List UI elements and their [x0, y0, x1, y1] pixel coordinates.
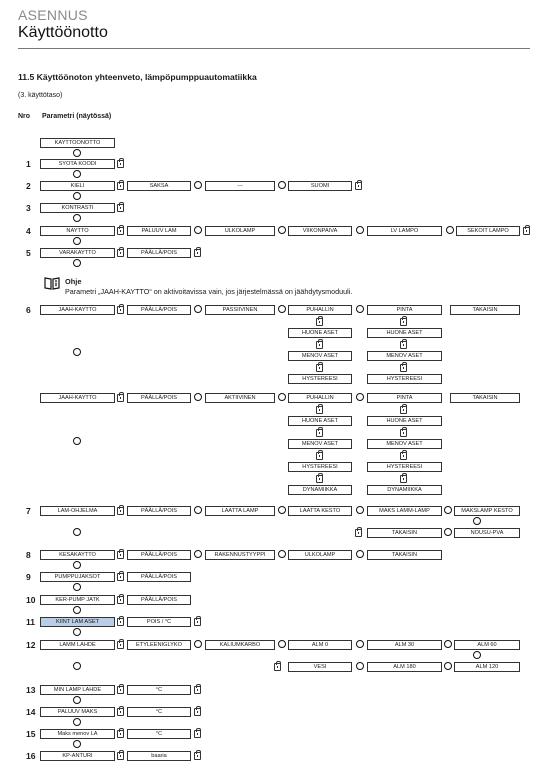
book-icon	[316, 475, 323, 483]
param-box-highlighted: KIINT LAM ASET	[40, 617, 115, 627]
value-box: ULKOLAMP	[205, 226, 275, 236]
knob-icon	[73, 259, 81, 267]
knob-icon	[194, 226, 202, 234]
knob-icon	[278, 506, 286, 514]
value-box: baaria	[127, 751, 191, 761]
sub-param-box: HUONE ASET	[367, 416, 442, 426]
value-box: VESI	[288, 662, 352, 672]
book-icon	[117, 227, 124, 235]
value-box: PÄÄLLÄ/POIS	[127, 595, 191, 605]
knob-icon	[278, 181, 286, 189]
value-box: PASSIIVINEN	[205, 305, 275, 315]
row-number: 10	[26, 595, 36, 605]
row-number: 2	[26, 181, 31, 191]
value-box: °C	[127, 729, 191, 739]
section-header: ASENNUS	[18, 7, 88, 23]
param-box: KONTRASTI	[40, 203, 115, 213]
book-icon	[117, 306, 124, 314]
row-number: 15	[26, 729, 36, 739]
row-number: 16	[26, 751, 36, 761]
value-box: MAKS LAMM-LAMP	[367, 506, 442, 516]
value-box: SEKOIT LAMPO	[456, 226, 520, 236]
value-box: ETYLEENIGLYKO	[127, 640, 191, 650]
row-number: 11	[26, 617, 35, 627]
value-box: LV LAMPO	[367, 226, 442, 236]
knob-icon	[73, 437, 81, 445]
row-number: 3	[26, 203, 31, 213]
book-icon	[117, 686, 124, 694]
knob-icon	[356, 305, 364, 313]
param-box: PUMPPUJAKSOT	[40, 572, 115, 582]
value-box: ALM 0	[288, 640, 352, 650]
sub-param-box: HYSTEREESI	[288, 462, 352, 472]
value-box: AKTIIVINEN	[205, 393, 275, 403]
value-box: PÄÄLLÄ/POIS	[127, 550, 191, 560]
param-box: LAM-OHJELMA	[40, 506, 115, 516]
sub-param-box: PINTA	[367, 393, 442, 403]
knob-icon	[278, 305, 286, 313]
row-number: 5	[26, 248, 31, 258]
column-header-nro: Nro	[18, 113, 31, 120]
value-box: LAATTA LAMP	[205, 506, 275, 516]
param-box: LAMM LAHDE	[40, 640, 115, 650]
value-box: ALM 120	[454, 662, 520, 672]
book-icon	[117, 730, 124, 738]
book-icon	[194, 249, 201, 257]
book-icon	[117, 752, 124, 760]
book-icon	[117, 394, 124, 402]
param-box: Maks menov LA	[40, 729, 115, 739]
knob-icon	[194, 640, 202, 648]
knob-icon	[278, 393, 286, 401]
value-box: MAKSLAMP KESTO	[454, 506, 520, 516]
book-icon	[316, 429, 323, 437]
knob-icon	[356, 226, 364, 234]
value-box: ---	[205, 181, 275, 191]
knob-icon	[356, 393, 364, 401]
book-icon	[316, 341, 323, 349]
knob-icon	[473, 517, 481, 525]
knob-icon	[73, 348, 81, 356]
knob-icon	[73, 149, 81, 157]
knob-icon	[278, 226, 286, 234]
row-number: 1	[26, 159, 31, 169]
value-box: ALM 180	[367, 662, 442, 672]
knob-icon	[73, 662, 81, 670]
row-number: 6	[26, 305, 31, 315]
row-number: 7	[26, 506, 31, 516]
value-box: NOUSU-PVA	[454, 528, 520, 538]
knob-icon	[194, 181, 202, 189]
book-icon	[316, 318, 323, 326]
value-box: °C	[127, 685, 191, 695]
book-icon	[117, 596, 124, 604]
knob-icon	[194, 305, 202, 313]
row-number: 8	[26, 550, 31, 560]
column-header-parameter: Parametri (näytössä)	[42, 113, 112, 120]
value-box: TAKAISIN	[450, 305, 520, 315]
row-number: 4	[26, 226, 31, 236]
knob-icon	[73, 192, 81, 200]
param-box: KER-PUMP JATK	[40, 595, 115, 605]
knob-icon	[356, 640, 364, 648]
sub-param-box: HUONE ASET	[288, 328, 352, 338]
book-icon	[400, 318, 407, 326]
value-box: PÄÄLLÄ/POIS	[127, 305, 191, 315]
value-box: ALM 60	[454, 640, 520, 650]
book-icon	[274, 663, 281, 671]
knob-icon	[73, 606, 81, 614]
sub-param-box: DYNAMIIKKA	[288, 485, 352, 495]
param-box: PALUUV MAKS	[40, 707, 115, 717]
knob-icon	[444, 640, 452, 648]
note-text: Parametri „JAAH-KAYTTO“ on aktivoitavissa vain, jos järjestelmässä on jäähdytysmoduuli.	[65, 287, 353, 296]
book-icon	[400, 406, 407, 414]
book-icon	[400, 429, 407, 437]
book-icon	[194, 752, 201, 760]
book-icon	[400, 364, 407, 372]
page-title: Käyttöönotto	[18, 24, 108, 41]
value-box: PÄÄLLÄ/POIS	[127, 248, 191, 258]
param-box: JAAH-KAYTTO	[40, 393, 115, 403]
knob-icon	[444, 528, 452, 536]
book-icon	[117, 573, 124, 581]
sub-param-box: PUHALLIN	[288, 305, 352, 315]
book-icon	[523, 227, 530, 235]
knob-icon	[73, 170, 81, 178]
knob-icon	[73, 214, 81, 222]
value-box: PÄÄLLÄ/POIS	[127, 506, 191, 516]
knob-icon	[73, 628, 81, 636]
param-box: NAYTTO	[40, 226, 115, 236]
value-box: °C	[127, 707, 191, 717]
value-box: TAKAISIN	[450, 393, 520, 403]
knob-icon	[356, 506, 364, 514]
row-number: 13	[26, 685, 36, 695]
book-icon	[117, 708, 124, 716]
book-icon	[117, 182, 124, 190]
knob-icon	[73, 237, 81, 245]
book-icon	[194, 686, 201, 694]
book-icon	[194, 730, 201, 738]
knob-icon	[73, 583, 81, 591]
knob-icon	[356, 662, 364, 670]
book-icon	[400, 475, 407, 483]
operating-level: (3. käyttötaso)	[18, 92, 63, 99]
book-icon	[194, 708, 201, 716]
value-box: PÄÄLLÄ/POIS	[127, 393, 191, 403]
sub-param-box: MENOV ASET	[288, 351, 352, 361]
note-title: Ohje	[65, 277, 82, 286]
value-box: POIS / °C	[127, 617, 191, 627]
param-box: KESAKAYTTO	[40, 550, 115, 560]
book-icon	[316, 364, 323, 372]
book-icon	[117, 160, 124, 168]
sub-param-box: DYNAMIIKKA	[367, 485, 442, 495]
row-number: 9	[26, 572, 31, 582]
param-box: MIN LAMP LAHDE	[40, 685, 115, 695]
knob-icon	[73, 528, 81, 536]
param-box: KIELI	[40, 181, 115, 191]
knob-icon	[446, 226, 454, 234]
book-icon	[117, 618, 124, 626]
value-box: SAKSA	[127, 181, 191, 191]
value-box: PÄÄLLÄ/POIS	[127, 572, 191, 582]
knob-icon	[73, 696, 81, 704]
subsection-title: 11.5 Käyttöönoton yhteenveto, lämpöpumppuautomatiikka	[18, 72, 257, 82]
value-box: TAKAISIN	[367, 550, 442, 560]
row-number: 12	[26, 640, 36, 650]
knob-icon	[194, 393, 202, 401]
knob-icon	[194, 506, 202, 514]
book-icon	[316, 406, 323, 414]
sub-param-box: HYSTEREESI	[288, 374, 352, 384]
knob-icon	[356, 550, 364, 558]
book-icon	[117, 551, 124, 559]
param-box: JAAH-KAYTTO	[40, 305, 115, 315]
knob-icon	[278, 640, 286, 648]
knob-icon	[444, 506, 452, 514]
sub-param-box: MENOV ASET	[367, 351, 442, 361]
sub-param-box: PUHALLIN	[288, 393, 352, 403]
knob-icon	[73, 561, 81, 569]
book-icon	[117, 641, 124, 649]
sub-param-box: HUONE ASET	[288, 416, 352, 426]
book-icon	[117, 204, 124, 212]
knob-icon	[473, 651, 481, 659]
knob-icon	[278, 550, 286, 558]
param-box: VARAKAYTTO	[40, 248, 115, 258]
value-box: ALM 30	[367, 640, 442, 650]
book-icon	[316, 452, 323, 460]
sub-param-box: HYSTEREESI	[367, 374, 442, 384]
info-book-icon	[44, 276, 60, 290]
value-box: RAKENNUSTYYPPI	[205, 550, 275, 560]
value-box: LAATTA KESTO	[288, 506, 352, 516]
book-icon	[355, 182, 362, 190]
knob-icon	[444, 662, 452, 670]
book-icon	[400, 341, 407, 349]
sub-param-box: HUONE ASET	[367, 328, 442, 338]
book-icon	[117, 507, 124, 515]
sub-param-box: PINTA	[367, 305, 442, 315]
sub-param-box: MENOV ASET	[288, 439, 352, 449]
sub-param-box: HYSTEREESI	[367, 462, 442, 472]
value-box: VIIKONPAIVA	[288, 226, 352, 236]
value-box: KALIUMKARBO	[205, 640, 275, 650]
book-icon	[400, 452, 407, 460]
value-box: TAKAISIN	[367, 528, 442, 538]
param-box: SYOTA KOODI	[40, 159, 115, 169]
row-number: 14	[26, 707, 36, 717]
param-box: KAYTTOONOTTO	[40, 138, 115, 148]
value-box: ULKOLAMP	[288, 550, 352, 560]
param-box: KP-ANTURI	[40, 751, 115, 761]
header-divider	[18, 48, 530, 49]
book-icon	[194, 618, 201, 626]
knob-icon	[194, 550, 202, 558]
book-icon	[355, 529, 362, 537]
book-icon	[117, 249, 124, 257]
knob-icon	[73, 740, 81, 748]
value-box: SUOMI	[288, 181, 352, 191]
value-box: PALUUV LAM	[127, 226, 191, 236]
knob-icon	[73, 718, 81, 726]
sub-param-box: MENOV ASET	[367, 439, 442, 449]
